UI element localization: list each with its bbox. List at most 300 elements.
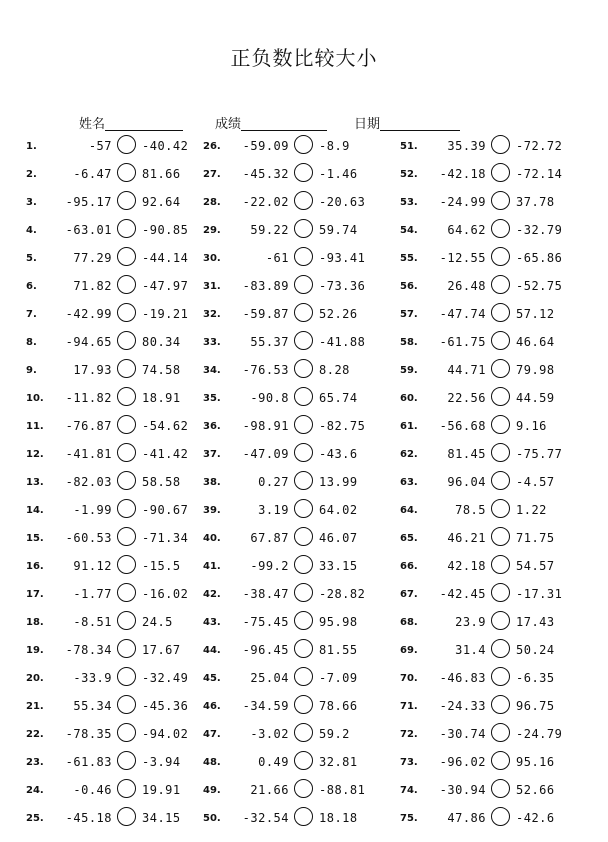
problem-row <box>400 329 580 357</box>
score-blank[interactable] <box>241 116 327 131</box>
left-value: -34.59 <box>242 699 289 713</box>
problem-row <box>400 385 580 413</box>
right-value: 57.12 <box>516 307 555 321</box>
right-value: 13.99 <box>319 475 358 489</box>
problem-row <box>400 777 580 805</box>
problem-number: 3. <box>26 197 37 208</box>
right-value: -94.02 <box>142 727 189 741</box>
problem-number: 4. <box>26 225 37 236</box>
problem-number: 48. <box>203 757 221 768</box>
problem-number: 53. <box>400 197 418 208</box>
answer-circle[interactable] <box>491 611 510 630</box>
date-label: 日期 <box>354 117 381 132</box>
problem-row <box>400 273 580 301</box>
score-field[interactable] <box>215 113 327 132</box>
problem-row <box>26 525 206 553</box>
answer-circle[interactable] <box>491 807 510 826</box>
left-value: 64.62 <box>447 223 486 237</box>
problem-row <box>203 441 383 469</box>
right-value: 81.66 <box>142 167 181 181</box>
problem-number: 66. <box>400 561 418 572</box>
left-value: 22.56 <box>447 391 486 405</box>
answer-circle[interactable] <box>117 275 136 294</box>
answer-circle[interactable] <box>117 415 136 434</box>
problem-column-2 <box>203 133 383 833</box>
problem-column-1 <box>26 133 206 833</box>
problem-number: 1. <box>26 141 37 152</box>
problem-number: 29. <box>203 225 221 236</box>
left-value: 96.04 <box>447 475 486 489</box>
left-value: 23.9 <box>455 615 486 629</box>
problem-number: 25. <box>26 813 44 824</box>
answer-circle[interactable] <box>294 191 313 210</box>
left-value: 35.39 <box>447 139 486 153</box>
problem-row <box>203 553 383 581</box>
problem-row <box>203 245 383 273</box>
problem-number: 30. <box>203 253 221 264</box>
answer-circle[interactable] <box>117 555 136 574</box>
problem-row <box>26 693 206 721</box>
right-value: -40.42 <box>142 139 189 153</box>
answer-circle[interactable] <box>294 611 313 630</box>
problem-row <box>400 637 580 665</box>
problem-number: 63. <box>400 477 418 488</box>
problem-number: 2. <box>26 169 37 180</box>
problem-row <box>400 721 580 749</box>
answer-circle[interactable] <box>117 723 136 742</box>
left-value: -47.74 <box>439 307 486 321</box>
right-value: 78.66 <box>319 699 358 713</box>
problem-number: 62. <box>400 449 418 460</box>
left-value: -94.65 <box>65 335 112 349</box>
problem-row <box>203 777 383 805</box>
right-value: -90.67 <box>142 503 189 517</box>
left-value: -57 <box>88 139 112 153</box>
problem-row <box>400 693 580 721</box>
problem-number: 72. <box>400 729 418 740</box>
right-value: 64.02 <box>319 503 358 517</box>
problem-number: 60. <box>400 393 418 404</box>
right-value: -88.81 <box>319 783 366 797</box>
problem-row <box>400 553 580 581</box>
answer-circle[interactable] <box>294 499 313 518</box>
problem-row <box>400 413 580 441</box>
left-value: -42.99 <box>65 307 112 321</box>
problem-row <box>26 553 206 581</box>
date-field[interactable] <box>354 113 460 132</box>
left-value: 44.71 <box>447 363 486 377</box>
problem-row <box>203 469 383 497</box>
problem-row <box>26 301 206 329</box>
answer-circle[interactable] <box>491 359 510 378</box>
name-label: 姓名 <box>79 117 106 132</box>
answer-circle[interactable] <box>294 527 313 546</box>
problem-number: 65. <box>400 533 418 544</box>
problem-row <box>26 189 206 217</box>
left-value: 77.29 <box>73 251 112 265</box>
answer-circle[interactable] <box>294 275 313 294</box>
left-value: 47.86 <box>447 811 486 825</box>
left-value: -6.47 <box>73 167 112 181</box>
left-value: 46.21 <box>447 531 486 545</box>
answer-circle[interactable] <box>117 499 136 518</box>
problem-number: 10. <box>26 393 44 404</box>
answer-circle[interactable] <box>491 471 510 490</box>
problem-row <box>26 441 206 469</box>
answer-circle[interactable] <box>491 695 510 714</box>
answer-circle[interactable] <box>491 275 510 294</box>
right-value: 59.2 <box>319 727 350 741</box>
answer-circle[interactable] <box>117 359 136 378</box>
right-value: -17.31 <box>516 587 563 601</box>
problem-row <box>400 441 580 469</box>
left-value: -46.83 <box>439 671 486 685</box>
problem-number: 8. <box>26 337 37 348</box>
left-value: -45.18 <box>65 811 112 825</box>
problem-row <box>26 469 206 497</box>
left-value: 42.18 <box>447 559 486 573</box>
right-value: -24.79 <box>516 727 563 741</box>
problem-number: 22. <box>26 729 44 740</box>
problem-number: 9. <box>26 365 37 376</box>
problem-number: 38. <box>203 477 221 488</box>
problem-row <box>203 189 383 217</box>
right-value: 44.59 <box>516 391 555 405</box>
problem-number: 41. <box>203 561 221 572</box>
problem-row <box>400 245 580 273</box>
answer-circle[interactable] <box>294 443 313 462</box>
left-value: -76.87 <box>65 419 112 433</box>
problem-row <box>26 329 206 357</box>
answer-circle[interactable] <box>491 387 510 406</box>
problem-row <box>203 525 383 553</box>
answer-circle[interactable] <box>294 555 313 574</box>
right-value: -42.6 <box>516 811 555 825</box>
right-value: -1.46 <box>319 167 358 181</box>
problem-number: 16. <box>26 561 44 572</box>
answer-circle[interactable] <box>294 303 313 322</box>
answer-circle[interactable] <box>491 499 510 518</box>
answer-circle[interactable] <box>117 163 136 182</box>
left-value: -42.45 <box>439 587 486 601</box>
right-value: 8.28 <box>319 363 350 377</box>
right-value: -41.42 <box>142 447 189 461</box>
answer-circle[interactable] <box>491 751 510 770</box>
left-value: 71.82 <box>73 279 112 293</box>
problem-number: 45. <box>203 673 221 684</box>
right-value: -20.63 <box>319 195 366 209</box>
answer-circle[interactable] <box>294 359 313 378</box>
problem-row <box>400 805 580 833</box>
problem-row <box>26 273 206 301</box>
problem-row <box>26 413 206 441</box>
problem-number: 57. <box>400 309 418 320</box>
right-value: 1.22 <box>516 503 547 517</box>
problem-row <box>203 581 383 609</box>
right-value: 32.81 <box>319 755 358 769</box>
answer-circle[interactable] <box>117 443 136 462</box>
problem-number: 52. <box>400 169 418 180</box>
answer-circle[interactable] <box>117 527 136 546</box>
right-value: -52.75 <box>516 279 563 293</box>
problem-number: 13. <box>26 477 44 488</box>
name-field[interactable] <box>79 113 183 132</box>
right-value: -32.49 <box>142 671 189 685</box>
answer-circle[interactable] <box>117 303 136 322</box>
answer-circle[interactable] <box>294 695 313 714</box>
problem-row <box>203 721 383 749</box>
answer-circle[interactable] <box>491 779 510 798</box>
left-value: 67.87 <box>250 531 289 545</box>
right-value: -44.14 <box>142 251 189 265</box>
problem-number: 39. <box>203 505 221 516</box>
answer-circle[interactable] <box>294 723 313 742</box>
problem-number: 64. <box>400 505 418 516</box>
right-value: -75.77 <box>516 447 563 461</box>
left-value: -76.53 <box>242 363 289 377</box>
right-value: 52.66 <box>516 783 555 797</box>
answer-circle[interactable] <box>117 695 136 714</box>
answer-circle[interactable] <box>294 471 313 490</box>
left-value: 0.49 <box>258 755 289 769</box>
answer-circle[interactable] <box>117 191 136 210</box>
answer-circle[interactable] <box>491 443 510 462</box>
answer-circle[interactable] <box>117 387 136 406</box>
right-value: -90.85 <box>142 223 189 237</box>
problem-row <box>400 581 580 609</box>
problem-row <box>203 217 383 245</box>
problem-number: 37. <box>203 449 221 460</box>
answer-circle[interactable] <box>294 779 313 798</box>
problem-row <box>203 413 383 441</box>
problem-number: 19. <box>26 645 44 656</box>
answer-circle[interactable] <box>491 247 510 266</box>
left-value: 21.66 <box>250 783 289 797</box>
problem-number: 47. <box>203 729 221 740</box>
answer-circle[interactable] <box>294 247 313 266</box>
right-value: 50.24 <box>516 643 555 657</box>
answer-circle[interactable] <box>491 191 510 210</box>
right-value: 24.5 <box>142 615 173 629</box>
right-value: -82.75 <box>319 419 366 433</box>
answer-circle[interactable] <box>294 135 313 154</box>
answer-circle[interactable] <box>117 751 136 770</box>
right-value: 18.18 <box>319 811 358 825</box>
problem-number: 56. <box>400 281 418 292</box>
left-value: -42.18 <box>439 167 486 181</box>
right-value: 54.57 <box>516 559 555 573</box>
right-value: -32.79 <box>516 223 563 237</box>
problem-number: 68. <box>400 617 418 628</box>
right-value: 58.58 <box>142 475 181 489</box>
right-value: 52.26 <box>319 307 358 321</box>
left-value: -61 <box>265 251 289 265</box>
answer-circle[interactable] <box>491 415 510 434</box>
right-value: 95.98 <box>319 615 358 629</box>
problem-number: 32. <box>203 309 221 320</box>
left-value: -90.8 <box>250 391 289 405</box>
answer-circle[interactable] <box>117 331 136 350</box>
left-value: 17.93 <box>73 363 112 377</box>
problem-number: 58. <box>400 337 418 348</box>
answer-circle[interactable] <box>491 723 510 742</box>
problem-number: 24. <box>26 785 44 796</box>
left-value: 78.5 <box>455 503 486 517</box>
left-value: -59.87 <box>242 307 289 321</box>
answer-circle[interactable] <box>117 471 136 490</box>
problem-number: 69. <box>400 645 418 656</box>
left-value: 3.19 <box>258 503 289 517</box>
answer-circle[interactable] <box>117 779 136 798</box>
problem-number: 61. <box>400 421 418 432</box>
problem-number: 34. <box>203 365 221 376</box>
answer-circle[interactable] <box>491 639 510 658</box>
right-value: -72.72 <box>516 139 563 153</box>
left-value: -59.09 <box>242 139 289 153</box>
left-value: -60.53 <box>65 531 112 545</box>
problem-row <box>400 189 580 217</box>
problem-row <box>203 357 383 385</box>
right-value: -8.9 <box>319 139 350 153</box>
problem-row <box>203 273 383 301</box>
answer-circle[interactable] <box>294 219 313 238</box>
answer-circle[interactable] <box>117 219 136 238</box>
problem-row <box>400 525 580 553</box>
problem-number: 49. <box>203 785 221 796</box>
left-value: -96.45 <box>242 643 289 657</box>
problem-number: 59. <box>400 365 418 376</box>
right-value: -15.5 <box>142 559 181 573</box>
answer-circle[interactable] <box>117 135 136 154</box>
problem-number: 40. <box>203 533 221 544</box>
right-value: 74.58 <box>142 363 181 377</box>
right-value: 71.75 <box>516 531 555 545</box>
problem-number: 35. <box>203 393 221 404</box>
right-value: -45.36 <box>142 699 189 713</box>
problem-row <box>203 637 383 665</box>
answer-circle[interactable] <box>491 135 510 154</box>
problem-row <box>203 161 383 189</box>
answer-circle[interactable] <box>491 583 510 602</box>
right-value: 81.55 <box>319 643 358 657</box>
name-blank[interactable] <box>105 116 183 131</box>
problem-row <box>26 609 206 637</box>
left-value: -99.2 <box>250 559 289 573</box>
problem-number: 7. <box>26 309 37 320</box>
right-value: 80.34 <box>142 335 181 349</box>
problem-number: 11. <box>26 421 44 432</box>
answer-circle[interactable] <box>491 219 510 238</box>
problem-row <box>203 665 383 693</box>
left-value: 31.4 <box>455 643 486 657</box>
answer-circle[interactable] <box>294 387 313 406</box>
answer-circle[interactable] <box>294 583 313 602</box>
problem-number: 70. <box>400 673 418 684</box>
problem-row <box>400 497 580 525</box>
left-value: -96.02 <box>439 755 486 769</box>
left-value: -41.81 <box>65 447 112 461</box>
problem-row <box>26 777 206 805</box>
right-value: 95.16 <box>516 755 555 769</box>
problem-number: 18. <box>26 617 44 628</box>
problem-row <box>26 161 206 189</box>
answer-circle[interactable] <box>294 667 313 686</box>
right-value: -19.21 <box>142 307 189 321</box>
right-value: -6.35 <box>516 671 555 685</box>
answer-circle[interactable] <box>491 527 510 546</box>
answer-circle[interactable] <box>491 667 510 686</box>
answer-circle[interactable] <box>294 163 313 182</box>
problem-row <box>26 749 206 777</box>
answer-circle[interactable] <box>294 751 313 770</box>
answer-circle[interactable] <box>294 807 313 826</box>
right-value: -65.86 <box>516 251 563 265</box>
left-value: -32.54 <box>242 811 289 825</box>
left-value: -47.09 <box>242 447 289 461</box>
problem-row <box>400 469 580 497</box>
right-value: 92.64 <box>142 195 181 209</box>
answer-circle[interactable] <box>117 639 136 658</box>
problem-row <box>26 665 206 693</box>
left-value: -38.47 <box>242 587 289 601</box>
left-value: -12.55 <box>439 251 486 265</box>
left-value: -61.75 <box>439 335 486 349</box>
right-value: 37.78 <box>516 195 555 209</box>
problem-number: 67. <box>400 589 418 600</box>
problem-number: 51. <box>400 141 418 152</box>
answer-circle[interactable] <box>491 303 510 322</box>
answer-circle[interactable] <box>294 639 313 658</box>
right-value: -71.34 <box>142 531 189 545</box>
answer-circle[interactable] <box>117 667 136 686</box>
right-value: -93.41 <box>319 251 366 265</box>
right-value: -47.97 <box>142 279 189 293</box>
problem-number: 12. <box>26 449 44 460</box>
answer-circle[interactable] <box>491 163 510 182</box>
left-value: -98.91 <box>242 419 289 433</box>
problem-number: 75. <box>400 813 418 824</box>
left-value: -8.51 <box>73 615 112 629</box>
problem-number: 73. <box>400 757 418 768</box>
date-blank[interactable] <box>380 116 460 131</box>
problem-row <box>400 609 580 637</box>
right-value: -7.09 <box>319 671 358 685</box>
problem-row <box>400 357 580 385</box>
problem-number: 55. <box>400 253 418 264</box>
answer-circle[interactable] <box>294 331 313 350</box>
answer-circle[interactable] <box>117 611 136 630</box>
right-value: -41.88 <box>319 335 366 349</box>
left-value: -78.34 <box>65 643 112 657</box>
answer-circle[interactable] <box>117 583 136 602</box>
right-value: 65.74 <box>319 391 358 405</box>
problem-number: 23. <box>26 757 44 768</box>
answer-circle[interactable] <box>294 415 313 434</box>
left-value: -78.35 <box>65 727 112 741</box>
page-title: 正负数比较大小 <box>230 46 378 70</box>
answer-circle[interactable] <box>491 555 510 574</box>
problem-number: 6. <box>26 281 37 292</box>
answer-circle[interactable] <box>491 331 510 350</box>
problem-number: 17. <box>26 589 44 600</box>
problem-number: 43. <box>203 617 221 628</box>
problem-column-3 <box>400 133 580 833</box>
answer-circle[interactable] <box>117 247 136 266</box>
left-value: -24.33 <box>439 699 486 713</box>
right-value: 9.16 <box>516 419 547 433</box>
answer-circle[interactable] <box>117 807 136 826</box>
problem-number: 20. <box>26 673 44 684</box>
